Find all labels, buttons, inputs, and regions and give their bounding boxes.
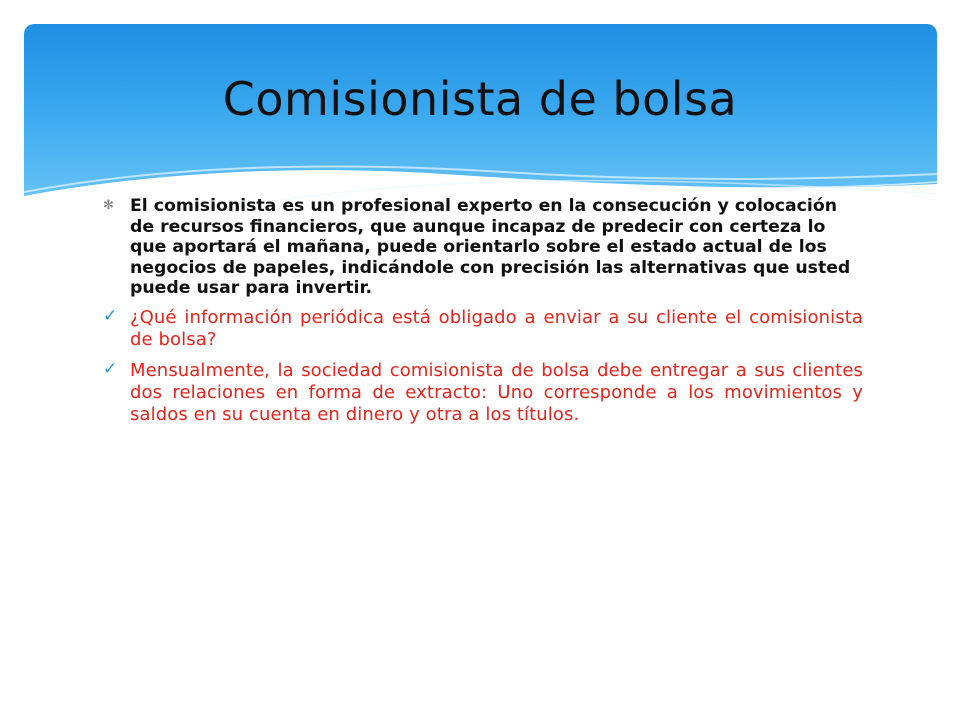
slide-title: Comisionista de bolsa [222,72,738,126]
bullet-text: Mensualmente, la sociedad comisionista de bolsa debe entregar a sus clientes dos relaciones en forma de extracto: Uno corresponde a los movimientos y saldos en su cuenta en dinero y otra a los títulos. [130,359,863,425]
bullet-item-answer [103,360,863,426]
bullet-text: El comisionista es un profesional experto en la consecución y colocación de recursos financieros, que aunque incapaz de predecir con certeza lo que aportará el mañana, puede orientarlo sobre el estado actual de los negocios de papeles, indicándole con precisión las alternativas que usted puede usar para invertir. [130,196,851,298]
bullet-item-definition [103,196,863,299]
checkmark-icon: ✓ [103,305,118,326]
bullet-item-question [103,307,863,351]
asterisk-bullet-icon: ✻ [103,198,114,213]
checkmark-icon: ✓ [103,358,118,379]
bullet-text: ¿Qué información periódica está obligado a enviar a su cliente el comisionista de bolsa? [130,306,863,350]
bullet-list [103,196,863,426]
